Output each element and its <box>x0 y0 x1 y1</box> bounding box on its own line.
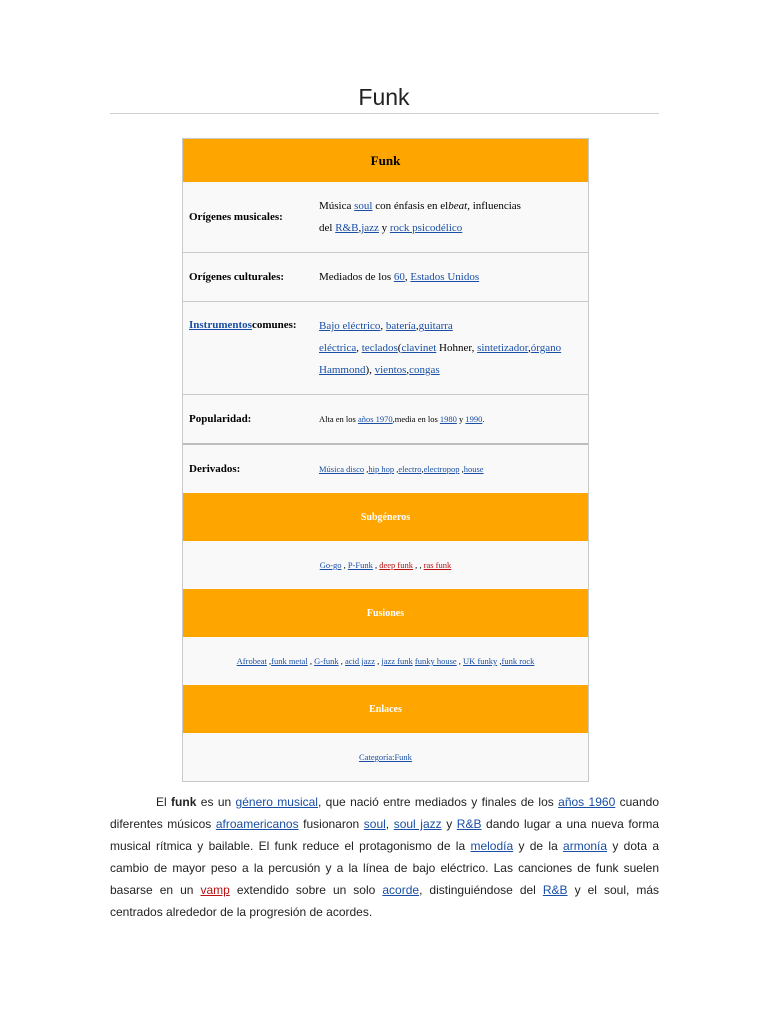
text: cuando diferentes músicos <box>110 795 659 831</box>
page-title: Funk <box>358 84 410 110</box>
text: , <box>527 342 531 354</box>
text: , <box>266 656 272 666</box>
link-genero-musical[interactable]: género musical <box>235 795 318 809</box>
link-estados-unidos[interactable]: Estados Unidos <box>410 271 480 283</box>
row-label: Popularidad: <box>189 413 252 425</box>
text: , <box>404 271 411 283</box>
row-instrumentos <box>183 302 588 395</box>
link-electrica[interactable]: eléctrica <box>319 342 357 354</box>
row-popularidad <box>183 395 588 445</box>
text: , <box>394 464 399 474</box>
text: , <box>497 656 502 666</box>
link-categoria-funk[interactable]: Categoría:Funk <box>359 752 412 762</box>
row-label: Orígenes culturales: <box>189 271 285 283</box>
link-armonia[interactable]: armonía <box>563 839 608 853</box>
link-acorde[interactable]: acorde <box>382 883 420 897</box>
link-sintetizador[interactable]: sintetizador <box>477 342 528 354</box>
link-instrumentos[interactable]: Instrumentos <box>189 319 252 331</box>
link-musica-disco[interactable]: Música disco <box>319 464 365 474</box>
link-anos-1970[interactable]: años 1970 <box>357 414 393 424</box>
text: , influencias <box>467 200 521 212</box>
row-derivados <box>183 445 588 493</box>
link-melodia[interactable]: melodía <box>470 839 514 853</box>
text: , <box>364 464 369 474</box>
link-funk-rock[interactable]: funk rock <box>501 656 535 666</box>
link-rnb-2[interactable]: R&B <box>542 883 568 897</box>
row-origenes-culturales <box>183 253 588 302</box>
body-paragraph <box>110 791 659 923</box>
subgeneros-row <box>183 541 588 589</box>
row-value <box>319 445 588 493</box>
link-congas[interactable]: congas <box>409 364 440 376</box>
subgeneros-header: Subgéneros <box>183 493 588 541</box>
link-electropop[interactable]: electropop <box>423 464 460 474</box>
infobox <box>182 138 589 782</box>
link-jazz-funk[interactable]: jazz funk <box>381 656 413 666</box>
link-soul[interactable]: soul <box>363 817 386 831</box>
link-p-funk[interactable]: P-Funk <box>347 560 373 570</box>
text: , <box>374 656 382 666</box>
link-rnb[interactable]: R&B <box>335 222 359 234</box>
text: , <box>406 364 410 376</box>
link-g-funk[interactable]: G-funk <box>314 656 339 666</box>
text: , <box>415 320 419 332</box>
text: , <box>456 656 464 666</box>
text: del <box>319 222 336 234</box>
infobox-header: Funk <box>183 139 588 182</box>
enlaces-header: Enlaces <box>183 685 588 733</box>
link-deep-funk[interactable]: deep funk <box>379 560 414 570</box>
row-label <box>183 302 319 394</box>
text: Alta en los <box>319 414 358 424</box>
text: , <box>341 560 348 570</box>
text: , <box>372 560 380 570</box>
link-vamp[interactable]: vamp <box>200 883 230 897</box>
text: y el soul, más centrados alrededor de la progresión de acordes. <box>110 883 660 919</box>
text: ( <box>397 342 402 354</box>
text: Hohner, <box>436 342 478 354</box>
text-funk-bold: funk <box>171 795 197 809</box>
text: con énfasis en el <box>372 200 449 212</box>
text: fusionaron <box>298 817 364 831</box>
link-rnb[interactable]: R&B <box>456 817 482 831</box>
text: , <box>338 656 346 666</box>
row-origenes-musicales <box>183 182 588 253</box>
link-60[interactable]: 60 <box>393 271 405 283</box>
link-afroamericanos[interactable]: afroamericanos <box>215 817 299 831</box>
row-value <box>319 253 588 301</box>
text: y <box>378 222 390 234</box>
link-uk-funky[interactable]: UK funky <box>463 656 498 666</box>
link-acid-jazz[interactable]: acid jazz <box>345 656 375 666</box>
text: , <box>380 320 386 332</box>
link-house[interactable]: house <box>463 464 484 474</box>
link-guitarra[interactable]: guitarra <box>418 320 453 332</box>
text: dando lugar a una nueva forma musical rítmica y bailable. El funk reduce el protagonismo de la <box>110 817 660 853</box>
link-teclados[interactable]: teclados <box>361 342 398 354</box>
text: extendido sobre un solo <box>229 883 383 897</box>
text: y de la <box>513 839 564 853</box>
text: y <box>441 817 457 831</box>
text: y <box>456 414 466 424</box>
link-jazz[interactable]: jazz <box>361 222 379 234</box>
text: Mediados de los <box>319 271 394 283</box>
row-value <box>319 182 588 252</box>
text: , <box>421 464 424 474</box>
link-soul-jazz[interactable]: soul jazz <box>393 817 442 831</box>
row-value <box>319 302 588 394</box>
link-soul[interactable]: soul <box>354 200 373 212</box>
text: , , <box>413 560 424 570</box>
link-ras-funk[interactable]: ras funk <box>423 560 452 570</box>
text-beat: beat <box>448 200 468 212</box>
label-rest: comunes: <box>251 319 297 331</box>
text: ), <box>365 364 375 376</box>
text: ,media en los <box>392 414 440 424</box>
text: , <box>385 817 394 831</box>
text: es un <box>196 795 236 809</box>
link-bajo-electrico[interactable]: Bajo eléctrico <box>319 320 381 332</box>
link-afrobeat[interactable]: Afrobeat <box>236 656 267 666</box>
link-go-go[interactable]: Go-go <box>319 560 342 570</box>
link-hip-hop[interactable]: hip hop <box>368 464 395 474</box>
row-value <box>319 395 588 443</box>
enlaces-row <box>183 733 588 781</box>
text: . <box>482 414 485 424</box>
row-label: Orígenes musicales: <box>189 211 283 223</box>
title-divider <box>110 113 659 114</box>
text: , <box>358 222 362 234</box>
link-funk-metal[interactable]: funk metal <box>271 656 308 666</box>
text: , <box>459 464 464 474</box>
fusiones-row <box>183 637 588 685</box>
link-electro[interactable]: electro <box>398 464 422 474</box>
link-1980[interactable]: 1980 <box>439 414 457 424</box>
text: , distinguiéndose del <box>419 883 543 897</box>
link-rock-psicodelico[interactable]: rock psicodélico <box>389 222 463 234</box>
link-vientos[interactable]: vientos <box>374 364 407 376</box>
link-organo[interactable]: órgano <box>530 342 562 354</box>
text: El <box>156 795 172 809</box>
link-anos-1960[interactable]: años 1960 <box>558 795 616 809</box>
link-funky-house[interactable]: funky house <box>414 656 457 666</box>
link-clavinet[interactable]: clavinet <box>401 342 437 354</box>
text: , que nació entre mediados y finales de los <box>317 795 559 809</box>
link-1990[interactable]: 1990 <box>465 414 483 424</box>
row-label: Derivados: <box>189 463 241 475</box>
text: y dota a cambio de mayor peso a la percusión y a la línea de bajo eléctrico. Las canciones de funk suelen basarse en un <box>110 839 660 897</box>
link-bateria[interactable]: batería <box>385 320 416 332</box>
text: Música <box>319 200 355 212</box>
fusiones-header: Fusiones <box>183 589 588 637</box>
text: , <box>356 342 362 354</box>
link-hammond[interactable]: Hammond <box>319 364 366 376</box>
text: , <box>307 656 315 666</box>
